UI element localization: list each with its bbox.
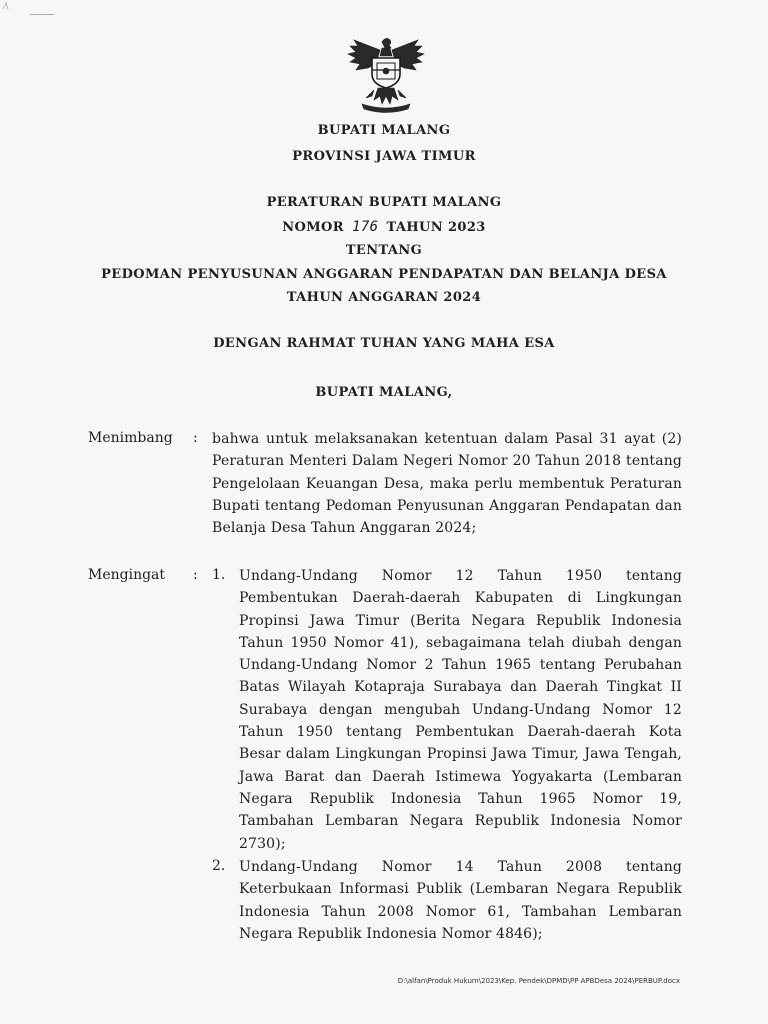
menimbang-colon: : — [193, 430, 198, 446]
scan-line — [30, 14, 54, 15]
preamble: DENGAN RAHMAT TUHAN YANG MAHA ESA — [213, 336, 555, 351]
scan-mark: ⁄\ — [4, 2, 9, 12]
header-province: PROVINSI JAWA TIMUR — [292, 149, 476, 164]
subject-line-2: TAHUN ANGGARAN 2024 — [286, 290, 482, 305]
tahun-label: TAHUN 2023 — [386, 220, 486, 235]
mengingat-item-number: 2. — [212, 858, 226, 874]
tentang-label: TENTANG — [345, 243, 423, 258]
mengingat-item-number: 1. — [212, 567, 226, 583]
mengingat-item-text: Undang-Undang Nomor 12 Tahun 1950 tentang Pembentukan Daerah-daerah Kabupaten di Lingkungan Propinsi Jawa Timur (Berita Negara Republik Indonesia Tahun 1950 Nomor 41), sebagaimana telah diubah dengan Undang-Undang Nomor 2 Tahun 1965 tentang Perubahan Batas Wilayah Kotapraja Surabaya dan Daerah Tingkat II Surabaya dengan mengubah Undang-Undang Nomor 12 Tahun 1950 tentang Pembentukan Daerah-daerah Kota Besar dalam Lingkungan Propinsi Jawa Timur, Jawa Tengah, Jawa Barat dan Daerah Istimewa Yogyakarta (Lembaran Negara Republik Indonesia Tahun 1965 Nomor 19, Tambahan Lembaran Negara Republik Indonesia Nomor 2730); — [239, 568, 682, 852]
file-path-footer: D:\alfan\Produk Hukum\2023\Kep. Pendek\DPMD\PP APBDesa 2024\PERBUP.docx — [397, 977, 680, 985]
mengingat-colon: : — [193, 567, 198, 583]
menimbang-label: Menimbang — [88, 430, 173, 446]
subject-line-1: PEDOMAN PENYUSUNAN ANGGARAN PENDAPATAN DAN BELANJA DESA — [101, 267, 667, 282]
mengingat-item-text: Undang-Undang Nomor 14 Tahun 2008 tentang Keterbukaan Informasi Publik (Lembaran Negara Republik Indonesia Tahun 2008 Nomor 61, Tambahan Lembaran Negara Republik Indonesia Nomor 4846); — [239, 859, 682, 942]
regulation-number-line — [0, 219, 768, 235]
mengingat-label: Mengingat — [88, 567, 166, 583]
nomor-label: NOMOR — [282, 220, 344, 235]
nomor-value: 176 — [351, 219, 379, 235]
issuer: BUPATI MALANG, — [315, 385, 453, 400]
menimbang-text: bahwa untuk melaksanakan ketentuan dalam Pasal 31 ayat (2) Peraturan Menteri Dalam Negeri Nomor 20 Tahun 2018 tentang Pengelolaan Keuangan Desa, maka perlu membentuk Peraturan Bupati tentang Pedoman Penyusunan Anggaran Pendapatan dan Belanja Desa Tahun Anggaran 2024; — [212, 431, 682, 537]
regulation-title: PERATURAN BUPATI MALANG — [266, 195, 502, 210]
garuda-emblem-icon — [344, 34, 428, 116]
header-title: BUPATI MALANG — [317, 123, 451, 138]
